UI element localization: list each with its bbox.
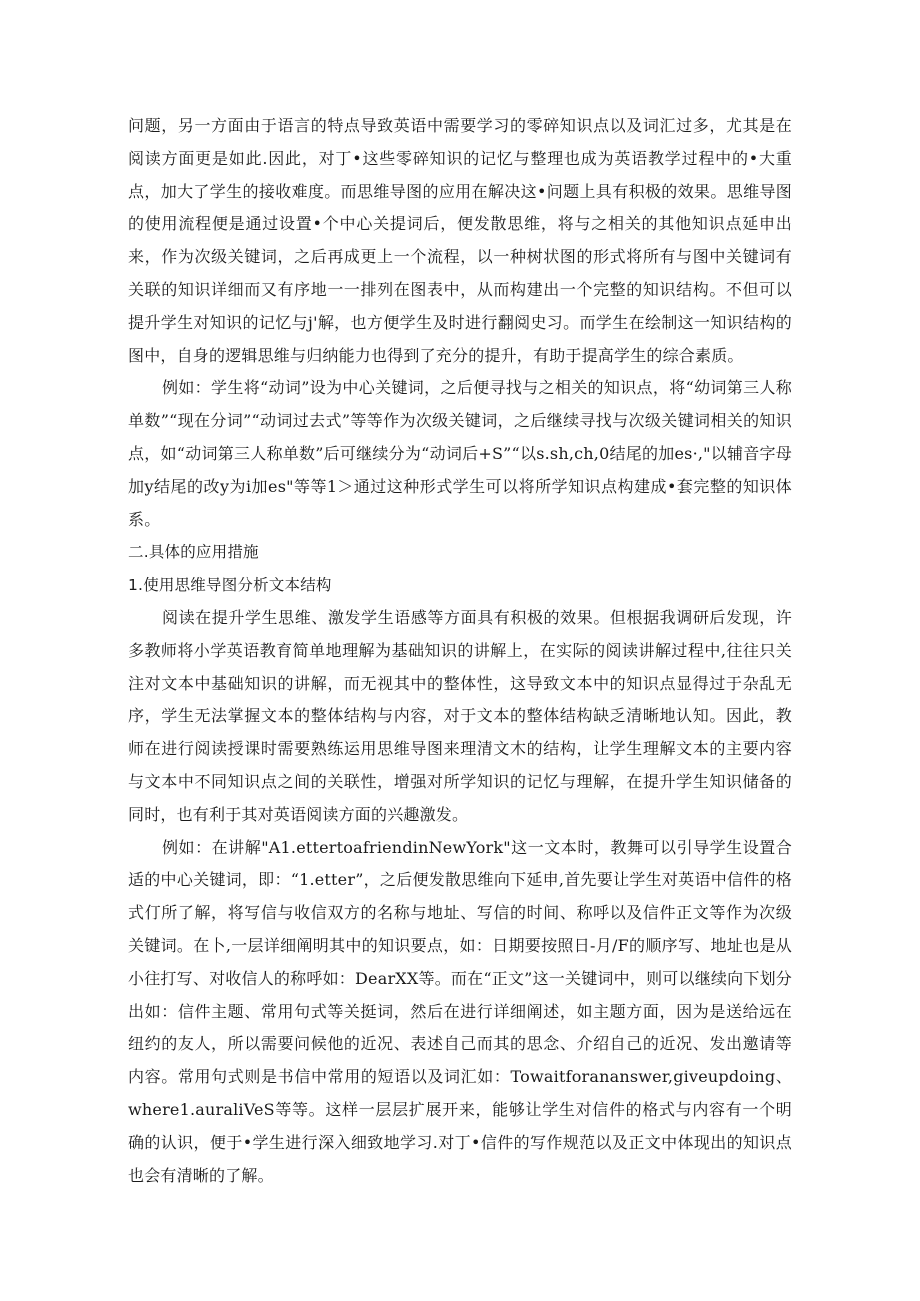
body-paragraph-2: 例如：学生将“动词”设为中心关键词，之后便寻找与之相关的知识点，将“幼词第三人称单数”“现在分词”“动词过去式”等等作为次级关键词，之后继续寻找与次级关键词相关的知识点，如“动词第三人称单数”后可继续分为“动词后+S”“以s.sh,ch,0结尾的加es·,"以辅音字母加y结尾的改y为i加es"等等1＞通过这种形式学生可以将所学知识点构建成•套完整的知识体系。	[128, 378, 792, 529]
sub-heading: 1.使用思维导图分析文本结构	[128, 576, 332, 595]
section-heading: 二.具体的应用措施	[128, 543, 259, 562]
body-paragraph-3: 阅读在提升学生思维、激发学生语感等方面具有积极的效果。但根据我调研后发现，许多教师将小学英语教育简单地理解为基础知识的讲解上，在实际的阅读讲解过程中,往往只关注对文本中基础知识的讲解，而无视其中的整体性，这导致文本中的知识点显得过于杂乱无序，学生无法掌握文本的整体结构与内容，对于文本的整体结构缺乏清晰地认知。因此，教师在进行阅读授课时需要熟练运用思维导图来理清文木的结构，让学生理解文本的主要内容与文本中不同知识点之间的关联性，增强对所学知识的记忆与理解，在提升学生知识储备的同时，也有利于其对英语阅读方面的兴趣激发。	[128, 607, 792, 824]
body-paragraph-4: 例如：在讲解"A1.ettertoafriendinNewYork"这一文本时，教舞可以引导学生设置合适的中心关键词，即：“1.etter”，之后便发散思维向下延申,首先要让学生对英语中信件的格式仃所了解，将写信与收信双方的名称与地址、写信的时间、称呼以及信件正文等作为次级关键词。在卜,一层详细阐明其中的知识要点，如：日期要按照日-月/F的顺序写、地址也是从小往打写、对收信人的称呼如：DearXX等。而在“正文”这一关键词中，则可以继续向下划分出如：信件主题、常用句式等关挺词，然后在进行详细阐述，如主题方面，因为是送给远在纽约的友人，所以需要问候他的近况、表述自己而其的思念、介绍自己的近况、发出邀请等内容。常用句式则是书信中常用的短语以及词汇如：Towaitforananswer,giveupdoing、where1.auraliVeS等等。这样一层层扩展开来，能够让学生对信件的格式与内容有一个明确的认识，便于•学生进行深入细致地学习.对丁•信件的写作规范以及正文中体现出的知识点也会有清晰的了解。	[128, 837, 792, 1185]
body-paragraph-1: 问题，另一方面由于语言的特点导致英语中需要学习的零碎知识点以及词汇过多，尤其是在阅读方面更是如此.因此，对丁•这些零碎知识的记忆与整理也成为英语教学过程中的•大重点，加大了学生的接收难度。而思维导图的应用在解决这•问题上具有积极的效果。思维导图的使用流程便是通过设置•个中心关提词后，便发散思维，将与之相关的其他知识点延申出来，作为次级关键词，之后再成更上一个流程，以一种树状图的形式将所有与图中关键词有关联的知识详细而又有序地一一排列在图表中，从而构建出一个完整的知识结构。不但可以提升学生对知识的记忆与j'解，也方便学生及时进行翻阅史习。而学生在绘制这一知识结构的图中，自身的逻辑思维与归纳能力也得到了充分的提升，有助于提高学生的综合素质。	[128, 116, 792, 365]
document-page	[128, 110, 792, 1192]
